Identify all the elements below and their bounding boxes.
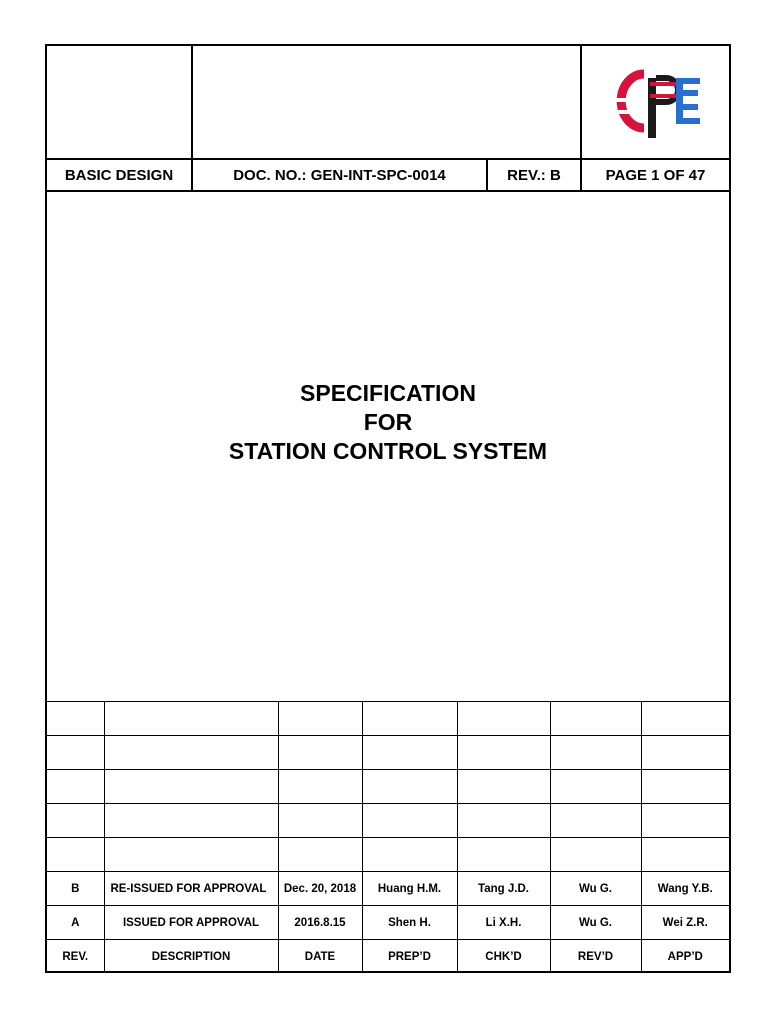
document-frame: [45, 44, 731, 973]
table-header-row: [47, 940, 729, 974]
title-line-2: FOR: [363, 409, 413, 435]
title-line-1: SPECIFICATION: [300, 380, 476, 406]
date-cell: 2016.8.15: [278, 906, 362, 940]
table-row: [47, 838, 729, 872]
table-row: [47, 872, 729, 906]
checked-header: CHK’D: [457, 940, 550, 974]
basic-design-label: BASIC DESIGN: [64, 166, 174, 184]
checked-cell: Li X.H.: [457, 906, 550, 940]
approved-header: APP’D: [641, 940, 729, 974]
prepared-cell: Shen H.: [362, 906, 457, 940]
revision-label: REV.: B: [507, 166, 561, 184]
prepared-cell: Huang H.M.: [362, 872, 457, 906]
reviewed-cell: Wu G.: [550, 872, 641, 906]
rev-cell: A: [47, 906, 104, 940]
title-line-3: STATION CONTROL SYSTEM: [228, 438, 548, 464]
rev-cell: B: [47, 872, 104, 906]
logo-e-stem: [676, 78, 683, 124]
page-number: PAGE 1 OF 47: [605, 166, 706, 184]
table-row: [47, 804, 729, 838]
logo-p-stem: [648, 78, 656, 138]
table-row: [47, 906, 729, 940]
reviewed-header: REV’D: [550, 940, 641, 974]
approved-cell: Wei Z.R.: [641, 906, 729, 940]
rev-header: REV.: [47, 940, 104, 974]
revision-table: [47, 701, 729, 973]
company-logo: [610, 68, 710, 140]
description-header: DESCRIPTION: [104, 940, 278, 974]
table-row: [47, 702, 729, 736]
date-header: DATE: [278, 940, 362, 974]
checked-cell: Tang J.D.: [457, 872, 550, 906]
header-rule: [47, 190, 729, 192]
description-cell: ISSUED FOR APPROVAL: [104, 906, 278, 940]
reviewed-cell: Wu G.: [550, 906, 641, 940]
doc-number: DOC. NO.: GEN-INT-SPC-0014: [233, 166, 446, 184]
approved-cell: Wang Y.B.: [641, 872, 729, 906]
table-row: [47, 770, 729, 804]
prepared-header: PREP’D: [362, 940, 457, 974]
date-cell: Dec. 20, 2018: [278, 872, 362, 906]
description-cell: RE-ISSUED FOR APPROVAL: [104, 872, 278, 906]
table-row: [47, 736, 729, 770]
